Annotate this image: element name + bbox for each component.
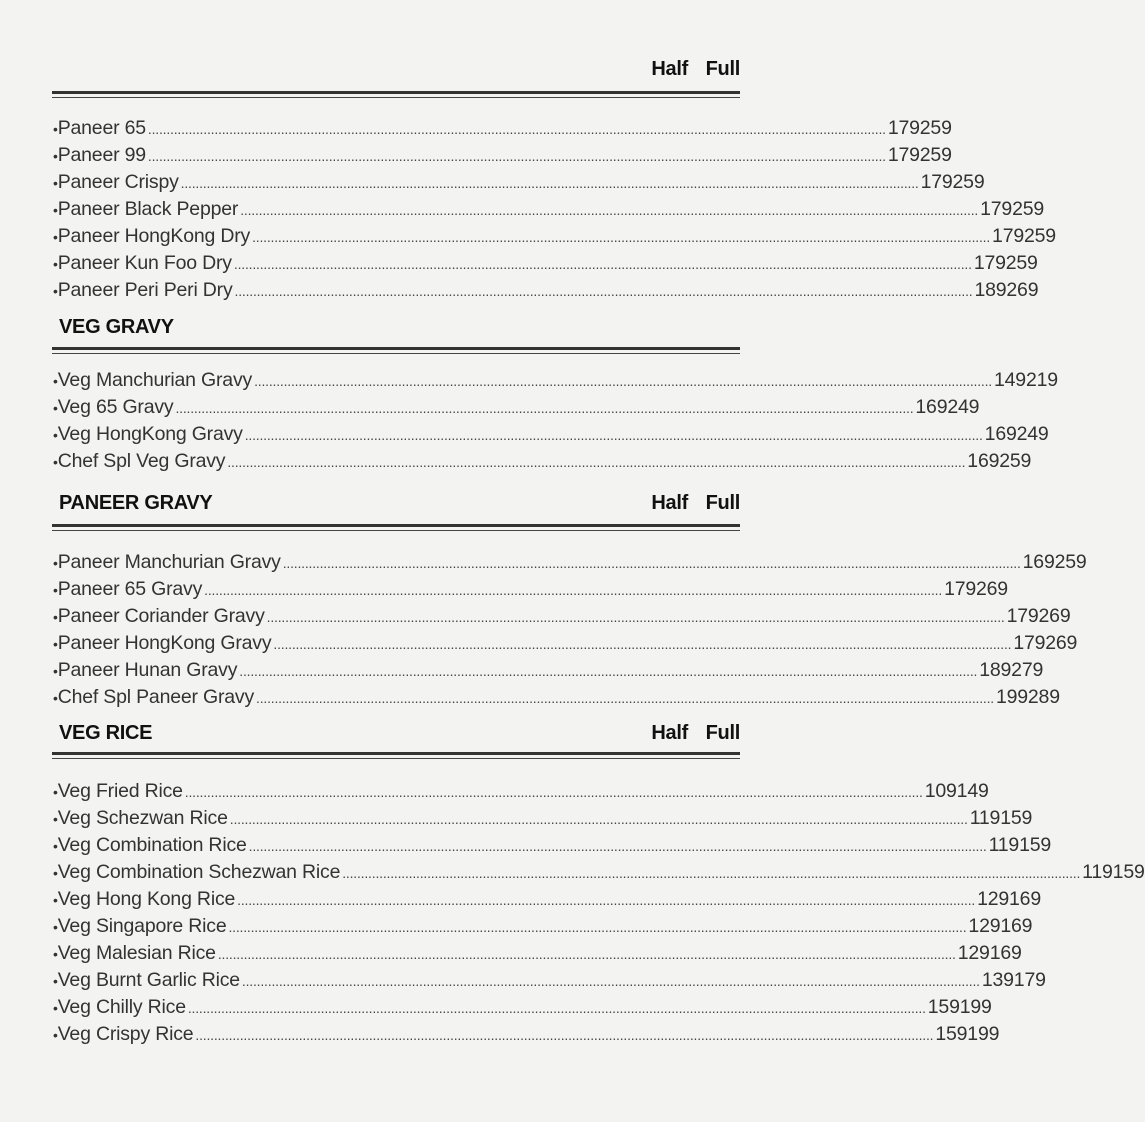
bullet-icon: • (53, 973, 58, 989)
bullet-icon: • (53, 175, 58, 191)
dot-leader: ........................................................................................................................................................................................................ (180, 175, 919, 191)
bullet-icon: • (53, 555, 58, 571)
dot-leader: ........................................................................................................................................................................................................ (240, 202, 979, 218)
price-full: 259 (999, 450, 1032, 472)
item-name: Paneer 65 (57, 117, 146, 139)
price-half: 199 (995, 686, 1028, 708)
item-name: Paneer Hunan Gravy (57, 659, 238, 681)
price-half: 179 (1006, 605, 1039, 627)
item-name: Veg Burnt Garlic Rice (57, 969, 240, 991)
dot-leader: ........................................................................................................................................................................................................ (241, 973, 980, 989)
price-half: 159 (927, 996, 960, 1018)
price-half: 129 (957, 942, 990, 964)
price-full: 169 (989, 942, 1022, 964)
item-name: Veg Crispy Rice (57, 1023, 194, 1045)
price-full: 269 (1006, 279, 1039, 301)
column-header-half: Half (651, 722, 688, 744)
price-half: 129 (977, 888, 1010, 910)
item-name: Veg Hong Kong Rice (57, 888, 236, 910)
dot-leader: ........................................................................................................................................................................................................ (147, 121, 886, 137)
menu-item (50, 450, 1032, 477)
menu-item (50, 279, 1039, 306)
price-full: 259 (952, 171, 985, 193)
price-full: 279 (1011, 659, 1044, 681)
dot-leader: ........................................................................................................................................................................................................ (147, 148, 886, 164)
item-name: Veg Singapore Rice (57, 915, 227, 937)
column-header-full: Full (705, 492, 740, 514)
menu-item (50, 1023, 1000, 1050)
bullet-icon: • (53, 148, 58, 164)
bullet-icon: • (53, 1027, 58, 1043)
double-rule-thick (52, 524, 740, 527)
item-name: Paneer 65 Gravy (57, 578, 203, 600)
menu-item (50, 578, 1008, 605)
dot-leader: ........................................................................................................................................................................................................ (282, 555, 1021, 571)
dot-leader: ........................................................................................................................................................................................................ (229, 811, 968, 827)
price-half: 189 (974, 279, 1007, 301)
dot-leader: ........................................................................................................................................................................................................ (254, 373, 992, 389)
menu-item (50, 171, 985, 198)
bullet-icon: • (53, 229, 58, 245)
item-name: Paneer Coriander Gravy (57, 605, 265, 627)
bullet-icon: • (53, 865, 58, 881)
price-full: 259 (1012, 198, 1044, 220)
dot-leader: ........................................................................................................................................................................................................ (239, 663, 978, 679)
menu-item (50, 144, 952, 171)
price-half: 179 (944, 578, 976, 600)
price-half: 189 (979, 659, 1012, 681)
menu-section (50, 722, 1145, 1045)
item-name: Veg Chilly Rice (57, 996, 186, 1018)
bullet-icon: • (53, 400, 58, 416)
item-name: Veg Fried Rice (57, 780, 183, 802)
item-name: Paneer Crispy (57, 171, 179, 193)
dot-leader: ........................................................................................................................................................................................................ (252, 229, 991, 245)
double-rule-thin (52, 530, 740, 531)
price-full: 149 (956, 780, 989, 802)
dot-leader: ........................................................................................................................................................................................................ (195, 1027, 934, 1043)
dot-leader: ........................................................................................................................................................................................................ (228, 919, 967, 935)
dot-leader: ........................................................................................................................................................................................................ (227, 454, 966, 470)
bullet-icon: • (53, 1000, 58, 1016)
bullet-icon: • (53, 582, 58, 598)
menu-section (50, 492, 1087, 708)
menu-item (50, 396, 980, 423)
price-half: 169 (915, 396, 948, 418)
double-rule-thin (52, 97, 740, 98)
bullet-icon: • (53, 609, 58, 625)
menu-item (50, 117, 952, 144)
bullet-icon: • (53, 256, 58, 272)
bullet-icon: • (53, 427, 58, 443)
price-half: 119 (1082, 861, 1113, 883)
double-rule-thick (52, 752, 740, 755)
price-half: 179 (887, 117, 920, 139)
dot-leader: ........................................................................................................................................................................................................ (184, 784, 923, 800)
item-name: Paneer 99 (57, 144, 146, 166)
price-full: 159 (1112, 861, 1145, 883)
menu-item (50, 252, 1038, 279)
item-name: Paneer Kun Foo Dry (57, 252, 232, 274)
item-name: Veg Combination Rice (57, 834, 247, 856)
price-half: 179 (1013, 632, 1046, 654)
bullet-icon: • (53, 202, 58, 218)
price-half: 139 (981, 969, 1014, 991)
item-name: Veg Malesian Rice (57, 942, 216, 964)
price-half: 149 (994, 369, 1026, 391)
item-name: Paneer HongKong Gravy (57, 632, 272, 654)
menu-item (50, 605, 1071, 632)
menu-item (50, 834, 1052, 861)
dot-leader: ........................................................................................................................................................................................................ (187, 1000, 926, 1016)
price-full: 259 (1023, 225, 1056, 247)
menu-item (50, 369, 1058, 396)
menu-item (50, 686, 1060, 713)
price-full: 219 (1025, 369, 1058, 391)
price-full: 199 (967, 1023, 1000, 1045)
menu-item (50, 659, 1044, 686)
bullet-icon: • (53, 838, 58, 854)
column-header-full: Full (705, 58, 740, 80)
menu-item (50, 198, 1044, 225)
price-half: 179 (992, 225, 1024, 247)
section-header (50, 722, 742, 752)
menu-section (50, 58, 1056, 301)
price-half: 179 (973, 252, 1006, 274)
dot-leader: ........................................................................................................................................................................................................ (342, 865, 1081, 881)
dot-leader: ........................................................................................................................................................................................................ (266, 609, 1005, 625)
price-half: 129 (968, 915, 1001, 937)
price-full: 249 (947, 396, 980, 418)
item-name: Paneer Manchurian Gravy (57, 551, 281, 573)
menu-item (50, 969, 1046, 996)
item-name: Veg Manchurian Gravy (57, 369, 253, 391)
price-full: 269 (1038, 605, 1071, 627)
bullet-icon: • (53, 919, 58, 935)
item-name: Veg 65 Gravy (57, 396, 174, 418)
price-half: 159 (935, 1023, 968, 1045)
column-header-full: Full (705, 722, 740, 744)
bullet-icon: • (53, 636, 58, 652)
price-full: 259 (1054, 551, 1087, 573)
price-full: 169 (1009, 888, 1041, 910)
bullet-icon: • (53, 946, 58, 962)
double-rule-thick (52, 91, 740, 94)
menu-item (50, 807, 1033, 834)
column-header-half: Half (651, 492, 688, 514)
bullet-icon: • (53, 663, 58, 679)
menu-item (50, 225, 1056, 252)
price-full: 259 (919, 117, 952, 139)
item-name: Chef Spl Veg Gravy (57, 450, 226, 472)
price-full: 159 (1019, 834, 1052, 856)
bullet-icon: • (53, 454, 58, 470)
dot-leader: ........................................................................................................................................................................................................ (175, 400, 914, 416)
menu-item (50, 632, 1078, 659)
price-full: 289 (1027, 686, 1060, 708)
price-half: 179 (887, 144, 920, 166)
menu-item (50, 551, 1087, 578)
price-half: 119 (988, 834, 1020, 856)
bullet-icon: • (53, 690, 58, 706)
section-title: PANEER GRAVY (59, 492, 213, 514)
item-name: Chef Spl Paneer Gravy (57, 686, 255, 708)
price-half: 169 (984, 423, 1017, 445)
dot-leader: ........................................................................................................................................................................................................ (237, 892, 976, 908)
price-full: 249 (1016, 423, 1049, 445)
section-header (50, 58, 742, 88)
double-rule-thick (52, 347, 740, 350)
double-rule-thin (52, 353, 740, 354)
item-name: Veg Schezwan Rice (57, 807, 228, 829)
price-full: 199 (959, 996, 992, 1018)
section-header (50, 316, 742, 346)
dot-leader: ........................................................................................................................................................................................................ (233, 256, 972, 272)
dot-leader: ........................................................................................................................................................................................................ (204, 582, 943, 598)
dot-leader: ........................................................................................................................................................................................................ (217, 946, 956, 962)
column-header-half: Half (651, 58, 688, 80)
menu-item (50, 888, 1041, 915)
price-half: 109 (924, 780, 957, 802)
section-title: VEG GRAVY (59, 316, 174, 338)
item-name: Paneer Peri Peri Dry (57, 279, 233, 301)
section-header (50, 492, 742, 522)
price-half: 169 (967, 450, 1000, 472)
menu-section (50, 316, 1058, 472)
menu-item (50, 915, 1033, 942)
bullet-icon: • (53, 784, 58, 800)
item-name: Paneer Black Pepper (57, 198, 239, 220)
price-half: 179 (920, 171, 953, 193)
item-name: Veg Combination Schezwan Rice (57, 861, 341, 883)
dot-leader: ........................................................................................................................................................................................................ (244, 427, 983, 443)
price-full: 269 (1045, 632, 1078, 654)
item-name: Paneer HongKong Dry (57, 225, 251, 247)
dot-leader: ........................................................................................................................................................................................................ (256, 690, 994, 706)
bullet-icon: • (53, 373, 58, 389)
bullet-icon: • (53, 892, 58, 908)
dot-leader: ........................................................................................................................................................................................................ (234, 283, 973, 299)
menu-item (50, 423, 1049, 450)
price-full: 159 (1000, 807, 1033, 829)
price-half: 179 (980, 198, 1013, 220)
double-rule-thin (52, 758, 740, 759)
menu-item (50, 861, 1145, 888)
bullet-icon: • (53, 283, 58, 299)
price-half: 169 (1022, 551, 1055, 573)
item-name: Veg HongKong Gravy (57, 423, 243, 445)
menu-item (50, 996, 992, 1023)
menu-item (50, 780, 989, 807)
price-full: 259 (919, 144, 952, 166)
price-half: 119 (969, 807, 1001, 829)
price-full: 179 (1013, 969, 1046, 991)
price-full: 169 (1000, 915, 1033, 937)
dot-leader: ........................................................................................................................................................................................................ (248, 838, 987, 854)
bullet-icon: • (53, 811, 58, 827)
bullet-icon: • (53, 121, 58, 137)
section-title: VEG RICE (59, 722, 153, 744)
price-full: 269 (976, 578, 1008, 600)
dot-leader: ........................................................................................................................................................................................................ (273, 636, 1012, 652)
menu-item (50, 942, 1022, 969)
price-full: 259 (1005, 252, 1038, 274)
